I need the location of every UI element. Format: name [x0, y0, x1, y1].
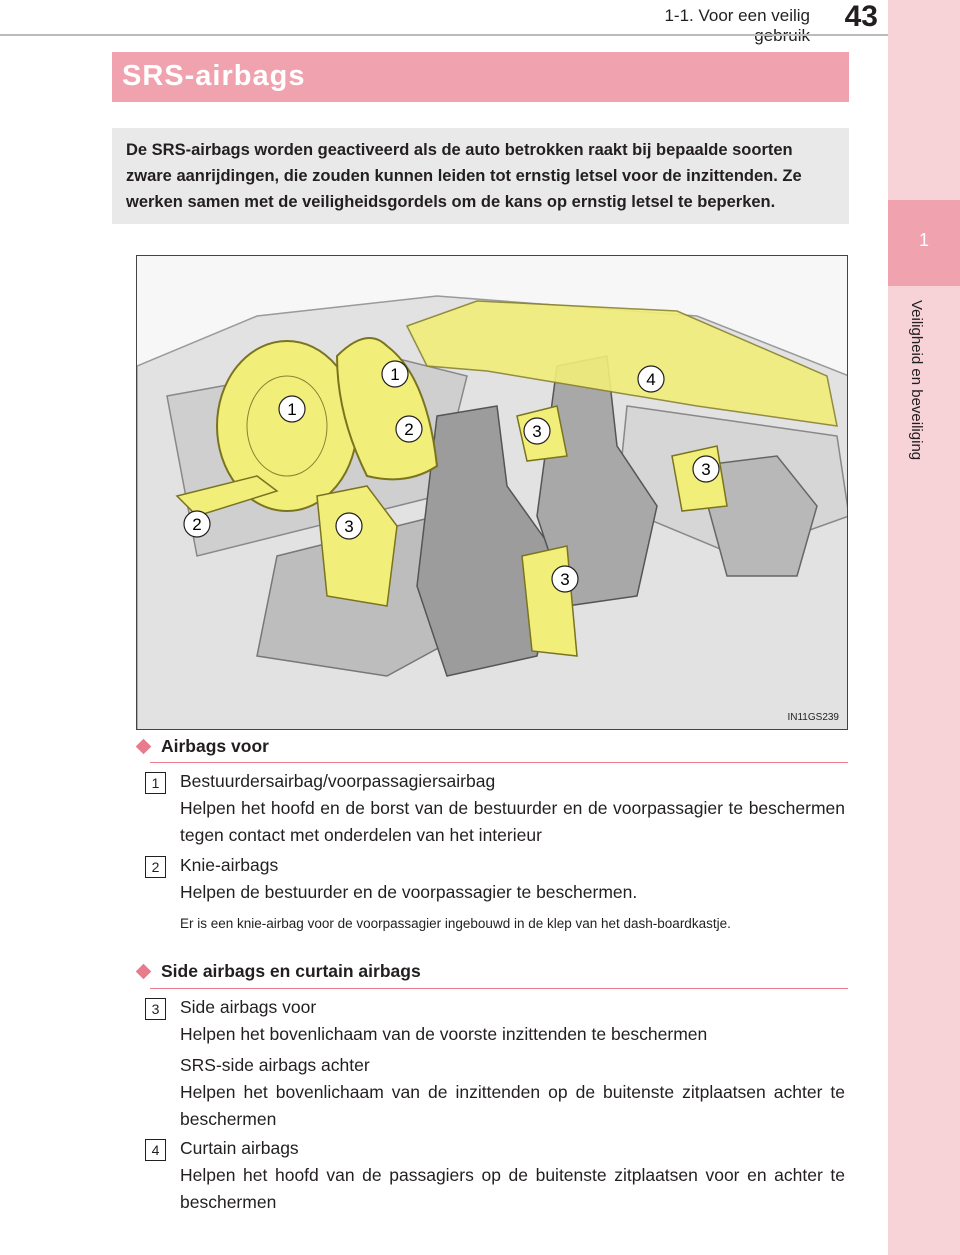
item-desc: Helpen het hoofd van de passagiers op de buitenste zitplaatsen voor en achter te beschermen [180, 1165, 845, 1212]
item-desc: Helpen het hoofd en de borst van de bestuurder en de voorpassagier te beschermen tegen contact met onderdelen van het interieur [180, 798, 845, 845]
chapter-number: 1 [918, 230, 929, 250]
section-header: 1-1. Voor een veilig [664, 6, 810, 25]
intro-box: De SRS-airbags worden geactiveerd als de auto betrokken raakt bij bepaalde soorten zware aanrijdingen, die zouden kunnen leiden tot ernstig letsel voor de inzittenden. Ze werken samen met de veiligheidsgordels om de kans op ernstig letsel te beperken. [112, 128, 849, 224]
section-airbags-voor [136, 734, 848, 758]
callout-1a [382, 361, 408, 387]
section-heading [136, 959, 848, 983]
page-number: 43 [844, 0, 878, 33]
section-side-airbags [136, 959, 848, 983]
section-heading-text: Airbags voor [161, 735, 269, 756]
callout-3d [552, 566, 578, 592]
item-name: Curtain airbags [180, 1138, 299, 1158]
airbag-illustration [136, 255, 848, 730]
callout-3a [524, 418, 550, 444]
item-3 [180, 994, 845, 1133]
page-title-bar [112, 52, 849, 102]
item-note: Er is een knie-airbag voor de voorpassagier ingebouwd in de klep van het dash-boardkastje. [180, 916, 731, 931]
svg-text:1: 1 [390, 365, 400, 384]
svg-text:3: 3 [344, 517, 354, 536]
car-interior-drawing [137, 256, 848, 730]
diamond-icon [136, 963, 152, 979]
section-rule [150, 988, 848, 989]
item-number-badge: 2 [145, 856, 166, 878]
callout-3b [693, 456, 719, 482]
callout-3c [336, 513, 362, 539]
callout-4 [638, 366, 664, 392]
callout-2a [396, 416, 422, 442]
page-title: SRS-airbags [122, 60, 306, 92]
item-desc: Helpen de bestuurder en de voorpassagier te beschermen. [180, 882, 638, 902]
svg-text:3: 3 [532, 422, 542, 441]
svg-text:4: 4 [646, 370, 656, 389]
item-2 [180, 852, 845, 906]
item-desc-secondary: Helpen het bovenlichaam van de inzittenden op de buitenste zitplaatsen achter te beschermen [180, 1082, 845, 1129]
item-name-secondary: SRS-side airbags achter [180, 1055, 370, 1075]
item-number-badge: 1 [145, 772, 166, 794]
svg-text:3: 3 [560, 570, 570, 589]
item-name: Side airbags voor [180, 997, 317, 1017]
item-number-badge: 4 [145, 1139, 166, 1161]
section-heading-text: Side airbags en curtain airbags [161, 960, 421, 981]
callout-1b [279, 396, 305, 422]
item-4 [180, 1135, 845, 1216]
item-desc: Helpen het bovenlichaam van de voorste inzittenden te beschermen [180, 1024, 708, 1044]
item-name: Bestuurdersairbag/voorpassagiersairbag [180, 771, 496, 791]
side-airbag-front-right-shape [522, 546, 577, 656]
figure-id: IN11GS239 [787, 712, 839, 723]
chapter-sidebar [888, 0, 960, 1255]
chapter-tab[interactable] [888, 200, 960, 286]
svg-text:1: 1 [287, 400, 297, 419]
svg-text:2: 2 [404, 420, 414, 439]
chapter-title: Veiligheid en beveiliging [908, 300, 925, 461]
diamond-icon [136, 738, 152, 754]
item-number-badge: 3 [145, 998, 166, 1020]
section-rule [150, 762, 848, 763]
item-1 [180, 768, 845, 849]
callout-2b [184, 511, 210, 537]
section-heading [136, 734, 848, 758]
item-name: Knie-airbags [180, 855, 279, 875]
header-divider [0, 34, 888, 36]
svg-text:3: 3 [701, 460, 711, 479]
svg-text:2: 2 [192, 515, 202, 534]
